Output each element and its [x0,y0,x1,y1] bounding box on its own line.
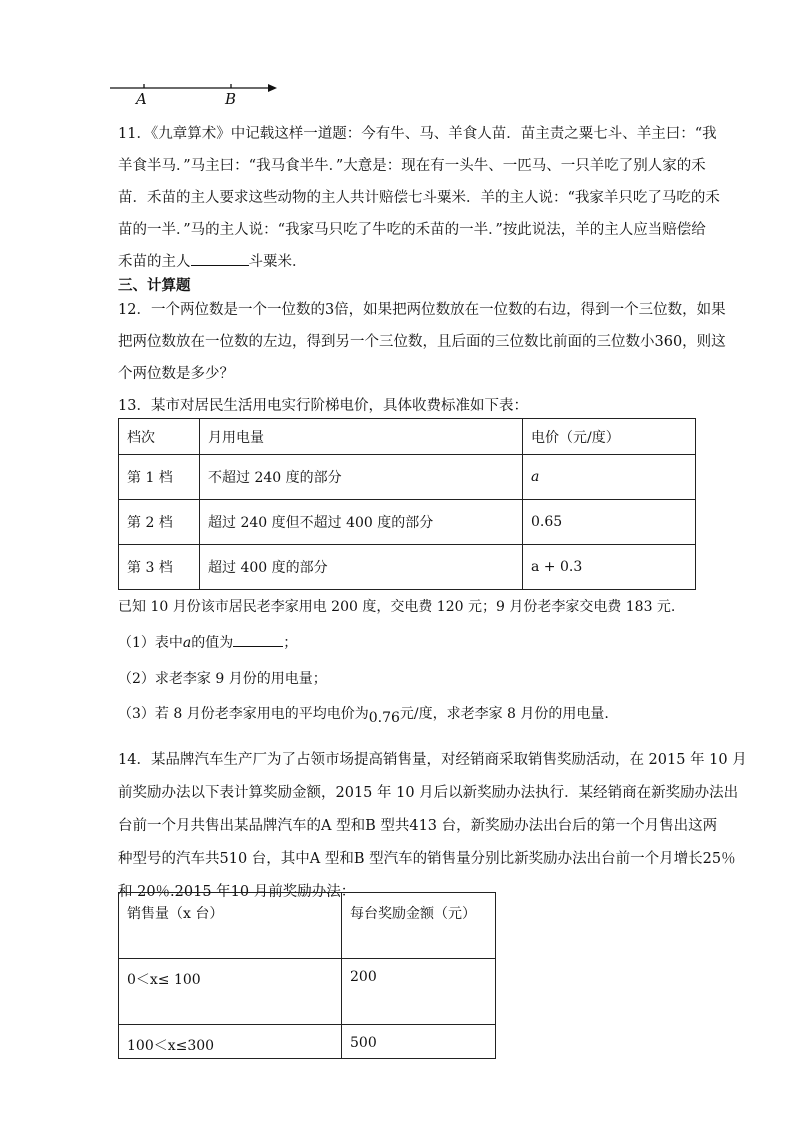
q12-line-2: 把两位数放在一位数的左边，得到另一个三位数，且后面的三位数比前面的三位数小360，则这 [118,334,726,350]
q11-line-5 [118,246,678,278]
arrow-head-icon [268,84,277,92]
table-header-cell: 每台奖励金额（元） [342,893,496,959]
table-cell: 不超过 240 度的部分 [200,455,523,500]
table-cell: 第 1 档 [119,455,200,500]
sub1-suffix: 的值为 [191,635,234,651]
q13-sub-1 [118,630,297,652]
point-label-a: A [136,90,147,108]
q14-line-2: 前奖励办法以下表计算奖励金额，2015 年 10 月后以新奖励办法执行．某经销商在新奖励办法出 [118,785,739,801]
table-cell: 0＜x≤ 100 [119,959,342,1025]
table-cell: 200 [342,959,496,1025]
table-header-row [119,893,496,959]
table-header-cell: 档次 [119,419,200,455]
table-cell: a + 0.3 [523,545,696,590]
question-11 [118,118,720,278]
section-heading: 三、计算题 [118,278,191,294]
table-cell: 超过 400 度的部分 [200,545,523,590]
q11-line-2: 羊食半马．”马主曰：“我马食半牛．”大意是：现在有一头牛、一匹马、一只羊吃了别人家的禾 [118,158,706,174]
table-cell: 超过 240 度但不超过 400 度的部分 [200,500,523,545]
table-cell: 100＜x≤300 [119,1025,342,1059]
q11-suffix: 斗粟米． [248,254,307,270]
table-header-cell: 销售量（x 台） [119,893,342,959]
table-row [119,455,696,500]
table-row [119,500,696,545]
sub1-variable: a [182,635,192,651]
sub1-prefix: （1）表中 [118,635,183,651]
sub1-end: ； [283,635,298,651]
q13-intro: 13．某市对居民生活用电实行阶梯电价，具体收费标准如下表： [118,398,528,414]
q13-sub-3 [118,703,609,726]
table-cell: 0.65 [523,500,696,545]
q13-answer-blank[interactable] [233,630,283,647]
question-12 [118,294,726,390]
point-label-b: B [225,90,237,108]
table-row [119,1025,496,1059]
table-cell: 500 [342,1025,496,1059]
q11-line-3: 苗．禾苗的主人要求这些动物的主人共计赔偿七斗粟米．羊的主人说：“我家羊只吃了马吃的禾 [118,190,720,206]
sub3-suffix: 元/度，求老李家 8 月份的用电量. [399,706,609,722]
q13-given: 已知 10 月份该市居民老李家用电 200 度，交电费 120 元；9 月份老李家交电费 183 元. [118,599,676,615]
q11-answer-blank[interactable] [191,249,249,266]
q14-line-5: 和 20％.2015 年10 月前奖励办法： [118,884,356,900]
q11-prefix: 禾苗的主人 [118,254,191,270]
table-row [119,545,696,590]
sub3-value: 0.76 [368,710,400,726]
q11-line-1: 11．《九章算术》中记载这样一道题：今有牛、马、羊食人苗．苗主责之粟七斗、羊主曰：“我 [118,126,717,142]
table-cell: 第 2 档 [119,500,200,545]
table-cell: a [523,455,696,500]
q14-line-3: 台前一个月共售出某品牌汽车的A 型和B 型共413 台，新奖励办法出台后的第一个月售出这两 [118,818,718,834]
electricity-price-table [118,418,696,590]
reward-table [118,892,496,1059]
question-14 [118,744,747,909]
table-cell: 第 3 档 [119,545,200,590]
q11-line-4: 苗的一半．”马的主人说：“我家马只吃了牛吃的禾苗的一半．”按此说法，羊的主人应当赔偿给 [118,222,706,238]
table-header-cell: 月用电量 [200,419,523,455]
q14-line-1: 14．某品牌汽车生产厂为了占领市场提高销售量，对经销商采取销售奖励活动，在 2015 年 10 月 [118,752,747,768]
sub3-prefix: （3）若 8 月份老李家用电的平均电价为 [118,706,369,722]
q14-line-4: 种型号的汽车共510 台，其中A 型和B 型汽车的销售量分别比新奖励办法出台前一个月增长25％ [118,851,736,867]
q12-line-1: 12．一个两位数是一个一位数的3倍，如果把两位数放在一位数的右边，得到一个三位数，如果 [118,302,726,318]
number-line [100,76,290,110]
table-header-row [119,419,696,455]
table-row [119,959,496,1025]
q13-sub-2: （2）求老李家 9 月份的用电量； [118,671,327,687]
table-header-cell: 电价（元/度） [523,419,696,455]
q12-line-3: 个两位数是多少？ [118,366,234,382]
